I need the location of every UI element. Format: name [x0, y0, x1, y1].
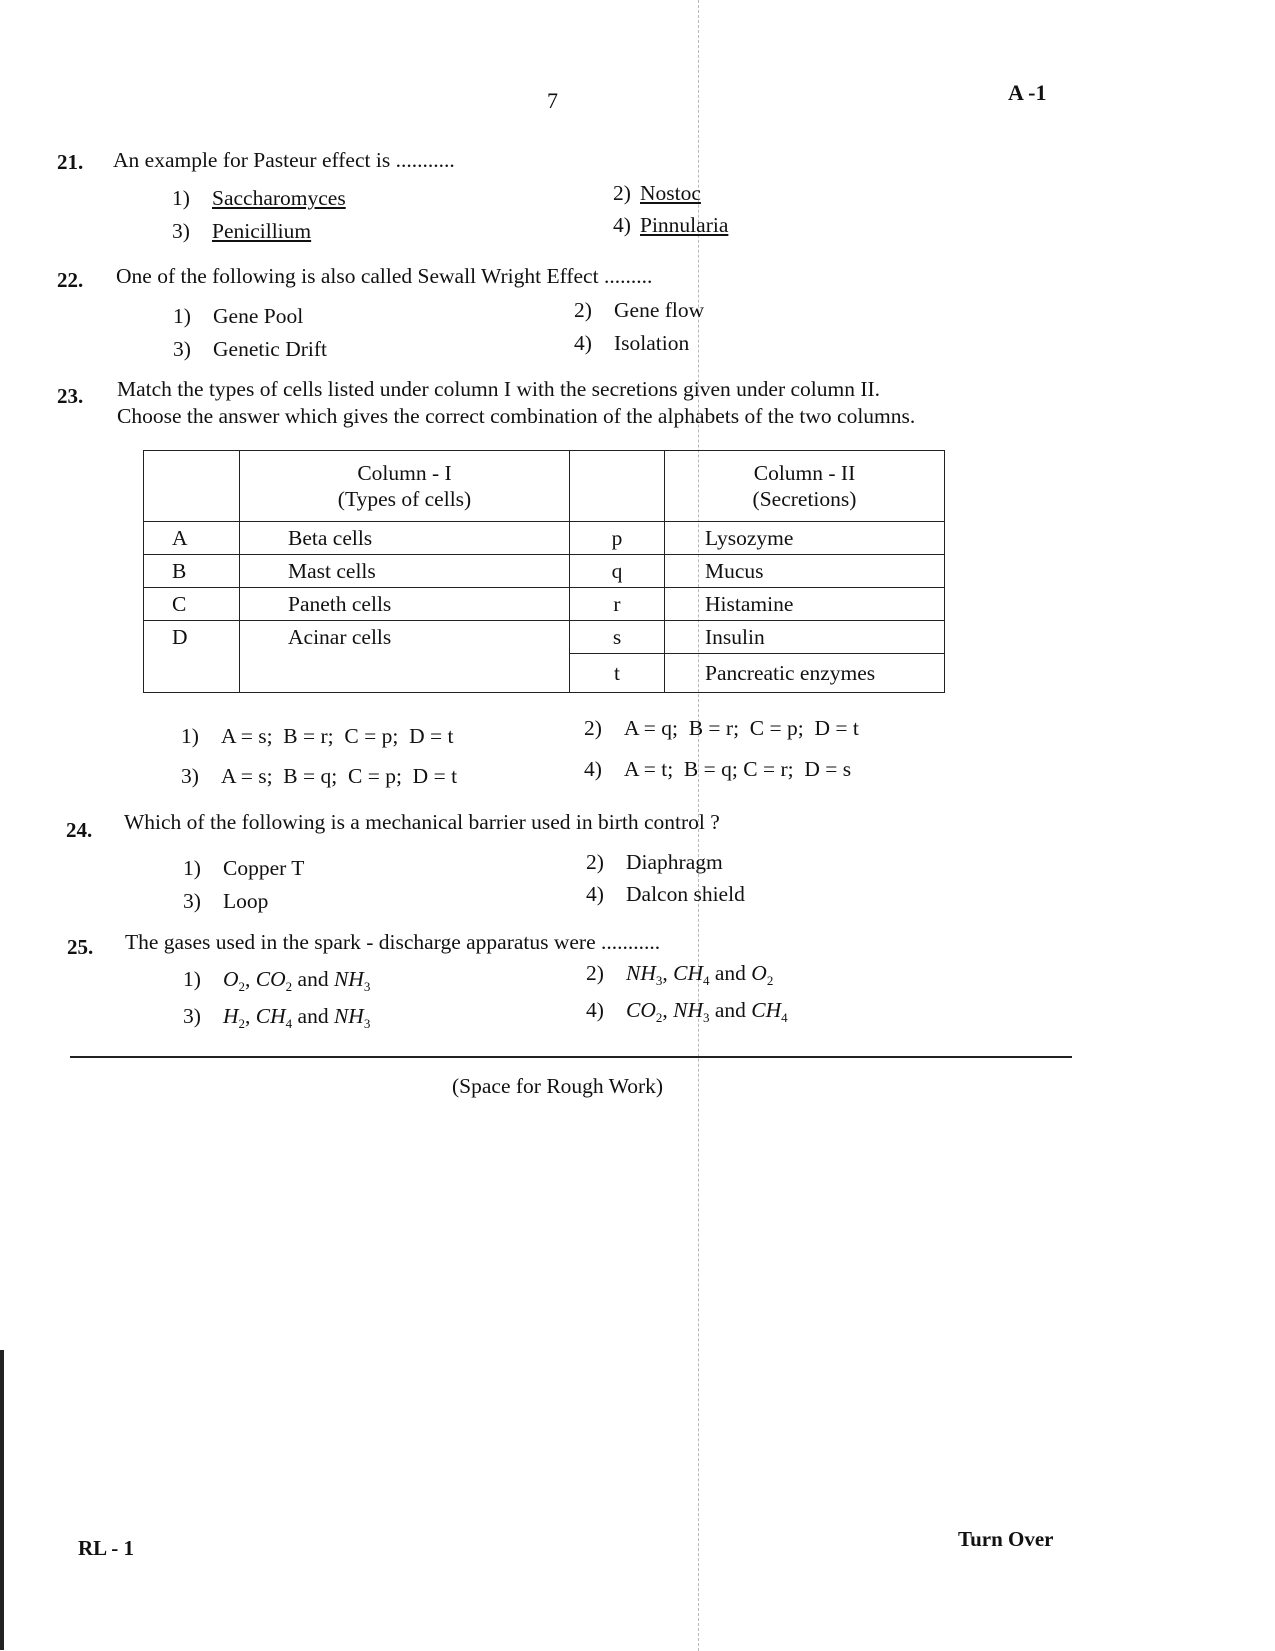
- option-text: A = q; B = r; C = p; D = t: [624, 716, 859, 740]
- page-number: 7: [547, 88, 558, 113]
- question-text: An example for Pasteur effect is ...........: [113, 148, 455, 172]
- question-text: One of the following is also called Sewall Wright Effect .........: [116, 264, 653, 288]
- set-code: A -1: [1008, 80, 1047, 105]
- column-1-header: Column - I (Types of cells): [240, 451, 570, 522]
- rough-work-label: (Space for Rough Work): [452, 1074, 664, 1098]
- option-1: 1) $O_2$, $CO_2$ and $NH_3$: [183, 967, 371, 994]
- option-1: [172, 186, 346, 211]
- table-row: [144, 555, 945, 588]
- option-1: [183, 856, 304, 881]
- option-text: Penicillium: [212, 219, 312, 243]
- option-number: 3): [172, 219, 190, 243]
- option-text: Nostoc: [640, 181, 701, 205]
- option-text: Genetic Drift: [213, 337, 328, 361]
- option-2: [586, 850, 723, 875]
- option-number: 2): [613, 181, 631, 205]
- question-number: 21.: [57, 150, 84, 174]
- secretion-code: p: [570, 522, 665, 555]
- secretion: Mucus: [665, 555, 945, 588]
- secretion: Lysozyme: [665, 522, 945, 555]
- table-header-row: [144, 451, 945, 522]
- option-text: A = s; B = r; C = p; D = t: [221, 724, 454, 748]
- cell-type: Paneth cells: [240, 588, 570, 621]
- option-3: [173, 337, 327, 362]
- option-text: A = t; B = q; C = r; D = s: [624, 757, 852, 781]
- question-text-line-2: Choose the answer which gives the correct combination of the alphabets of the two columns.: [117, 404, 916, 428]
- header-blank: [570, 451, 665, 522]
- option-text: Pinnularia: [640, 213, 729, 237]
- column-2-header: Column - II (Secretions): [665, 451, 945, 522]
- option-2: 2) $NH_3$, $CH_4$ and $O_2$: [586, 961, 774, 988]
- question-text: Which of the following is a mechanical barrier used in birth control ?: [124, 810, 720, 834]
- option-3: [181, 764, 457, 789]
- option-text: Gene flow: [614, 298, 705, 322]
- turn-over-label: Turn Over: [958, 1527, 1054, 1551]
- option-3: 3) $H_2$, $CH_4$ and $NH_3$: [183, 1004, 371, 1031]
- option-number: 3): [181, 764, 199, 788]
- option-text: Diaphragm: [626, 850, 723, 874]
- question-number: 24.: [66, 818, 93, 842]
- option-number: 1): [173, 304, 191, 328]
- option-text: Loop: [223, 889, 269, 913]
- option-text: A = s; B = q; C = p; D = t: [221, 764, 458, 788]
- table-row: [144, 621, 945, 654]
- secretion-code: t: [570, 654, 665, 693]
- secretion-code: s: [570, 621, 665, 654]
- secretion: Insulin: [665, 621, 945, 654]
- row-letter: C: [144, 588, 240, 621]
- option-number: 2): [586, 850, 604, 874]
- option-2: [584, 716, 859, 741]
- option-number: 2): [584, 716, 602, 740]
- row-letter: D: [144, 621, 240, 693]
- option-4: 4) $CO_2$, $NH_3$ and $CH_4$: [586, 998, 788, 1025]
- option-number: 3): [183, 889, 201, 913]
- option-number: 1): [172, 186, 190, 210]
- secretion: Pancreatic enzymes: [665, 654, 945, 693]
- question-number: 22.: [57, 268, 84, 292]
- option-number: 4): [586, 882, 604, 906]
- row-letter: B: [144, 555, 240, 588]
- option-number: 4): [584, 757, 602, 781]
- table-row: [144, 588, 945, 621]
- option-number: 4): [574, 331, 592, 355]
- cell-type: Mast cells: [240, 555, 570, 588]
- option-text: Gene Pool: [213, 304, 304, 328]
- option-text: Copper T: [223, 856, 305, 880]
- cell-type: Beta cells: [240, 522, 570, 555]
- secretion: Histamine: [665, 588, 945, 621]
- secretion-code: q: [570, 555, 665, 588]
- option-number: 4): [613, 213, 631, 237]
- option-number: 1): [181, 724, 199, 748]
- footer-code: RL - 1: [78, 1536, 135, 1560]
- option-1: [181, 724, 453, 749]
- option-3: [172, 219, 311, 244]
- table-row: [144, 522, 945, 555]
- option-2: [574, 298, 704, 323]
- option-number: 1): [183, 856, 201, 880]
- rough-work-divider: [70, 1056, 1072, 1058]
- option-text: Saccharomyces: [212, 186, 346, 210]
- option-text: Isolation: [614, 331, 690, 355]
- option-4: [586, 882, 745, 907]
- row-letter: A: [144, 522, 240, 555]
- option-4: [584, 757, 851, 782]
- question-number: 25.: [67, 935, 94, 959]
- header-blank: [144, 451, 240, 522]
- option-4: [574, 331, 689, 356]
- option-2: [613, 181, 701, 206]
- question-text: The gases used in the spark - discharge apparatus were ...........: [125, 930, 661, 954]
- secretion-code: r: [570, 588, 665, 621]
- question-number: 23.: [57, 384, 84, 408]
- option-3: [183, 889, 268, 914]
- option-1: [173, 304, 303, 329]
- scan-edge-mark: [0, 1350, 4, 1650]
- question-text-line-1: Match the types of cells listed under column I with the secretions given under column II.: [117, 377, 881, 401]
- option-text: Dalcon shield: [626, 882, 745, 906]
- option-4: [613, 213, 728, 238]
- match-table: [143, 450, 945, 693]
- option-number: 3): [173, 337, 191, 361]
- option-number: 2): [574, 298, 592, 322]
- cell-type: Acinar cells: [240, 621, 570, 693]
